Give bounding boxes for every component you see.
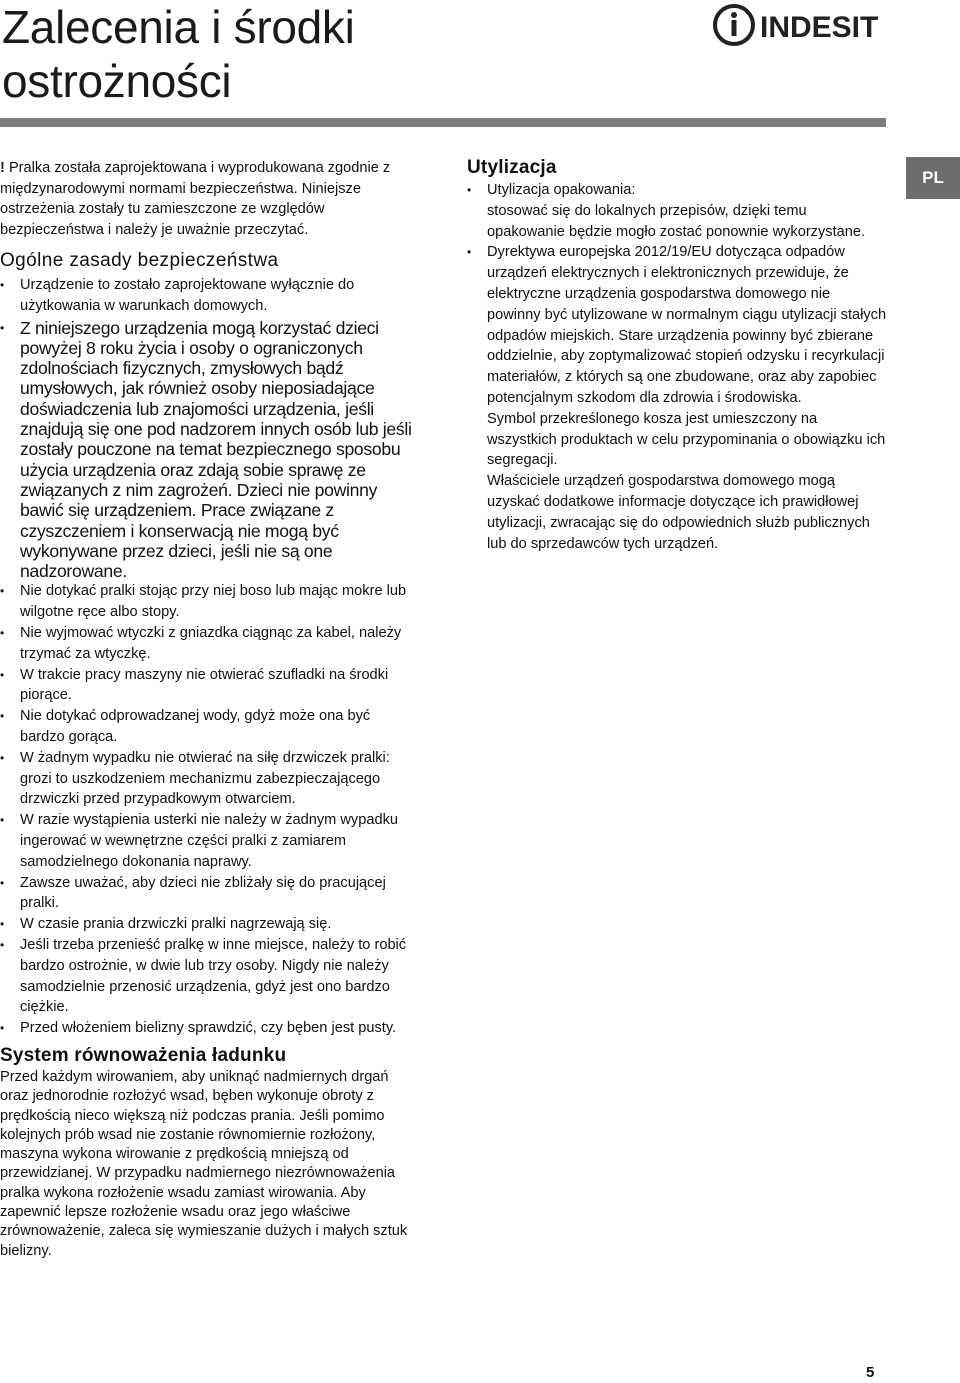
- title-line-1: Zalecenia i środki: [2, 1, 355, 53]
- disposal-heading: Utylizacja: [467, 157, 557, 178]
- list-item: • Przed włożeniem bielizny sprawdzić, czy bęben jest pusty.: [0, 1018, 412, 1039]
- list-item: • Nie dotykać pralki stojąc przy niej boso lub mając mokre lub wilgotne ręce albo stopy.: [0, 581, 412, 623]
- owners-text: Właściciele urządzeń gospodarstwa domowego mogą uzyskać dodatkowe informacje dotyczące ich prawidłowej utylizacji, zwracając się do odpowiednich służb publicznych lub do sprzedawców tych urządzeń.: [487, 473, 870, 552]
- brand-text: INDESIT: [760, 11, 879, 44]
- intro-paragraph: [0, 158, 412, 240]
- list-item: • W razie wystąpienia usterki nie należy w żadnym wypadku ingerować w wewnętrzne części pralki z zamiarem samodzielnego dokonania naprawy.: [0, 810, 412, 872]
- list-item: • W żadnym wypadku nie otwierać na siłę drzwiczek pralki: grozi to uszkodzeniem mechanizmu zabezpieczającego drzwiczki przed przypadkowym otwarciem.: [0, 748, 412, 810]
- list-item: • W trakcie pracy maszyny nie otwierać szufladki na środki piorące.: [0, 665, 412, 707]
- disposal-list: [467, 180, 887, 554]
- intro-text: Pralka została zaprojektowana i wyprodukowana zgodnie z międzynarodowymi normami bezpieczeństwa. Niniejsze ostrzeżenia zostały tu zamieszczone ze względów bezpieczeństwa i należy je uważnie przeczytać.: [0, 160, 391, 238]
- right-column: [467, 156, 887, 554]
- left-column: [0, 158, 412, 1261]
- list-item: [467, 180, 887, 242]
- title-line-2: ostrożności: [2, 55, 232, 107]
- general-heading: Ogólne zasady bezpieczeństwa: [0, 250, 279, 271]
- general-list: [0, 275, 412, 1039]
- packaging-text: stosować się do lokalnych przepisów, dzięki temu opakowanie będzie mogło zostać ponownie wykorzystane.: [487, 202, 866, 240]
- list-item: • Z niniejszego urządzenia mogą korzystać dzieci powyżej 8 roku życia i osoby o ograniczonych zdolnościach fizycznych, zmysłowych bądź umysłowych, jak również osoby nieposiadające doświadczenia lub znajomości urządzenia, jeśli znajdują się one pod nadzorem innych osób lub jeśli zostały pouczone na temat bezpiecznego sposobu użycia urządzenia oraz zdają sobie sprawę ze związanych z nim zagrożeń. Dzieci nie powinny bawić się urządzeniem. Prace związane z czyszczeniem i konserwacją nie mogą być wykonywane przez dzieci, jeśli nie są one nadzorowane.: [0, 318, 412, 582]
- header-rule: [0, 118, 886, 127]
- language-tab: PL: [906, 157, 960, 199]
- balance-paragraph: Przed każdym wirowaniem, aby uniknąć nadmiernych drgań oraz jednorodnie rozłożyć wsad, bęben wykonuje obroty z prędkością nieco większą niż podczas prania. Jeśli pomimo kolejnych prób wsad nie zostanie równomiernie rozłożony, maszyna wykona wirowanie z prędkością mniejszą od przewidzianej. W przypadku nadmiernego niezrównoważenia pralka wykona rozłożenie wsadu zamiast wirowania. Aby zapewnić lepsze rozłożenie wsadu oraz jego właściwe zrównoważenie, zaleca się wymieszanie dużych i małych sztuk bielizny.: [0, 1068, 408, 1259]
- warning-mark: !: [0, 160, 5, 176]
- page-title: [2, 0, 355, 108]
- list-item: • Nie dotykać odprowadzanej wody, gdyż może ona być bardzo gorąca.: [0, 706, 412, 748]
- page-number: 5: [866, 1364, 875, 1381]
- indesit-logo: [712, 2, 890, 48]
- list-item: • Jeśli trzeba przenieść pralkę w inne miejsce, należy to robić bardzo ostrożnie, w dwie lub trzy osoby. Nigdy nie należy samodzielnie przenosić urządzenia, gdyż jest ono bardzo ciężkie.: [0, 935, 412, 1018]
- bin-symbol-text: Symbol przekreślonego kosza jest umieszczony na wszystkich produktach w celu przypominania o obowiązku ich segregacji.: [487, 410, 886, 469]
- list-item: • Urządzenie to zostało zaprojektowane wyłącznie do użytkowania w warunkach domowych.: [0, 275, 412, 317]
- list-item: • Zawsze uważać, aby dzieci nie zbliżały się do pracującej pralki.: [0, 873, 412, 915]
- list-item: [467, 242, 887, 554]
- weee-text: Dyrektywa europejska 2012/19/EU dotycząca odpadów urządzeń elektrycznych i elektronicznych przewiduje, że elektryczne urządzenia gospodarstwa domowego nie powinny być utylizowane w normalnym ciągu utylizacji stałych odpadów miejskich. Stare urządzenia powinny być zbierane oddzielnie, aby zoptymalizować stopień odzysku i recyrkulacji materiałów, z których są one zbudowane, oraz aby zapobiec potencjalnym szkodom dla zdrowia i środowiska.: [487, 244, 887, 406]
- list-item: • W czasie prania drzwiczki pralki nagrzewają się.: [0, 914, 412, 935]
- packaging-label: Utylizacja opakowania:: [487, 182, 636, 198]
- list-item: • Nie wyjmować wtyczki z gniazdka ciągnąc za kabel, należy trzymać za wtyczkę.: [0, 623, 412, 665]
- balance-heading: System równoważenia ładunku: [0, 1044, 287, 1066]
